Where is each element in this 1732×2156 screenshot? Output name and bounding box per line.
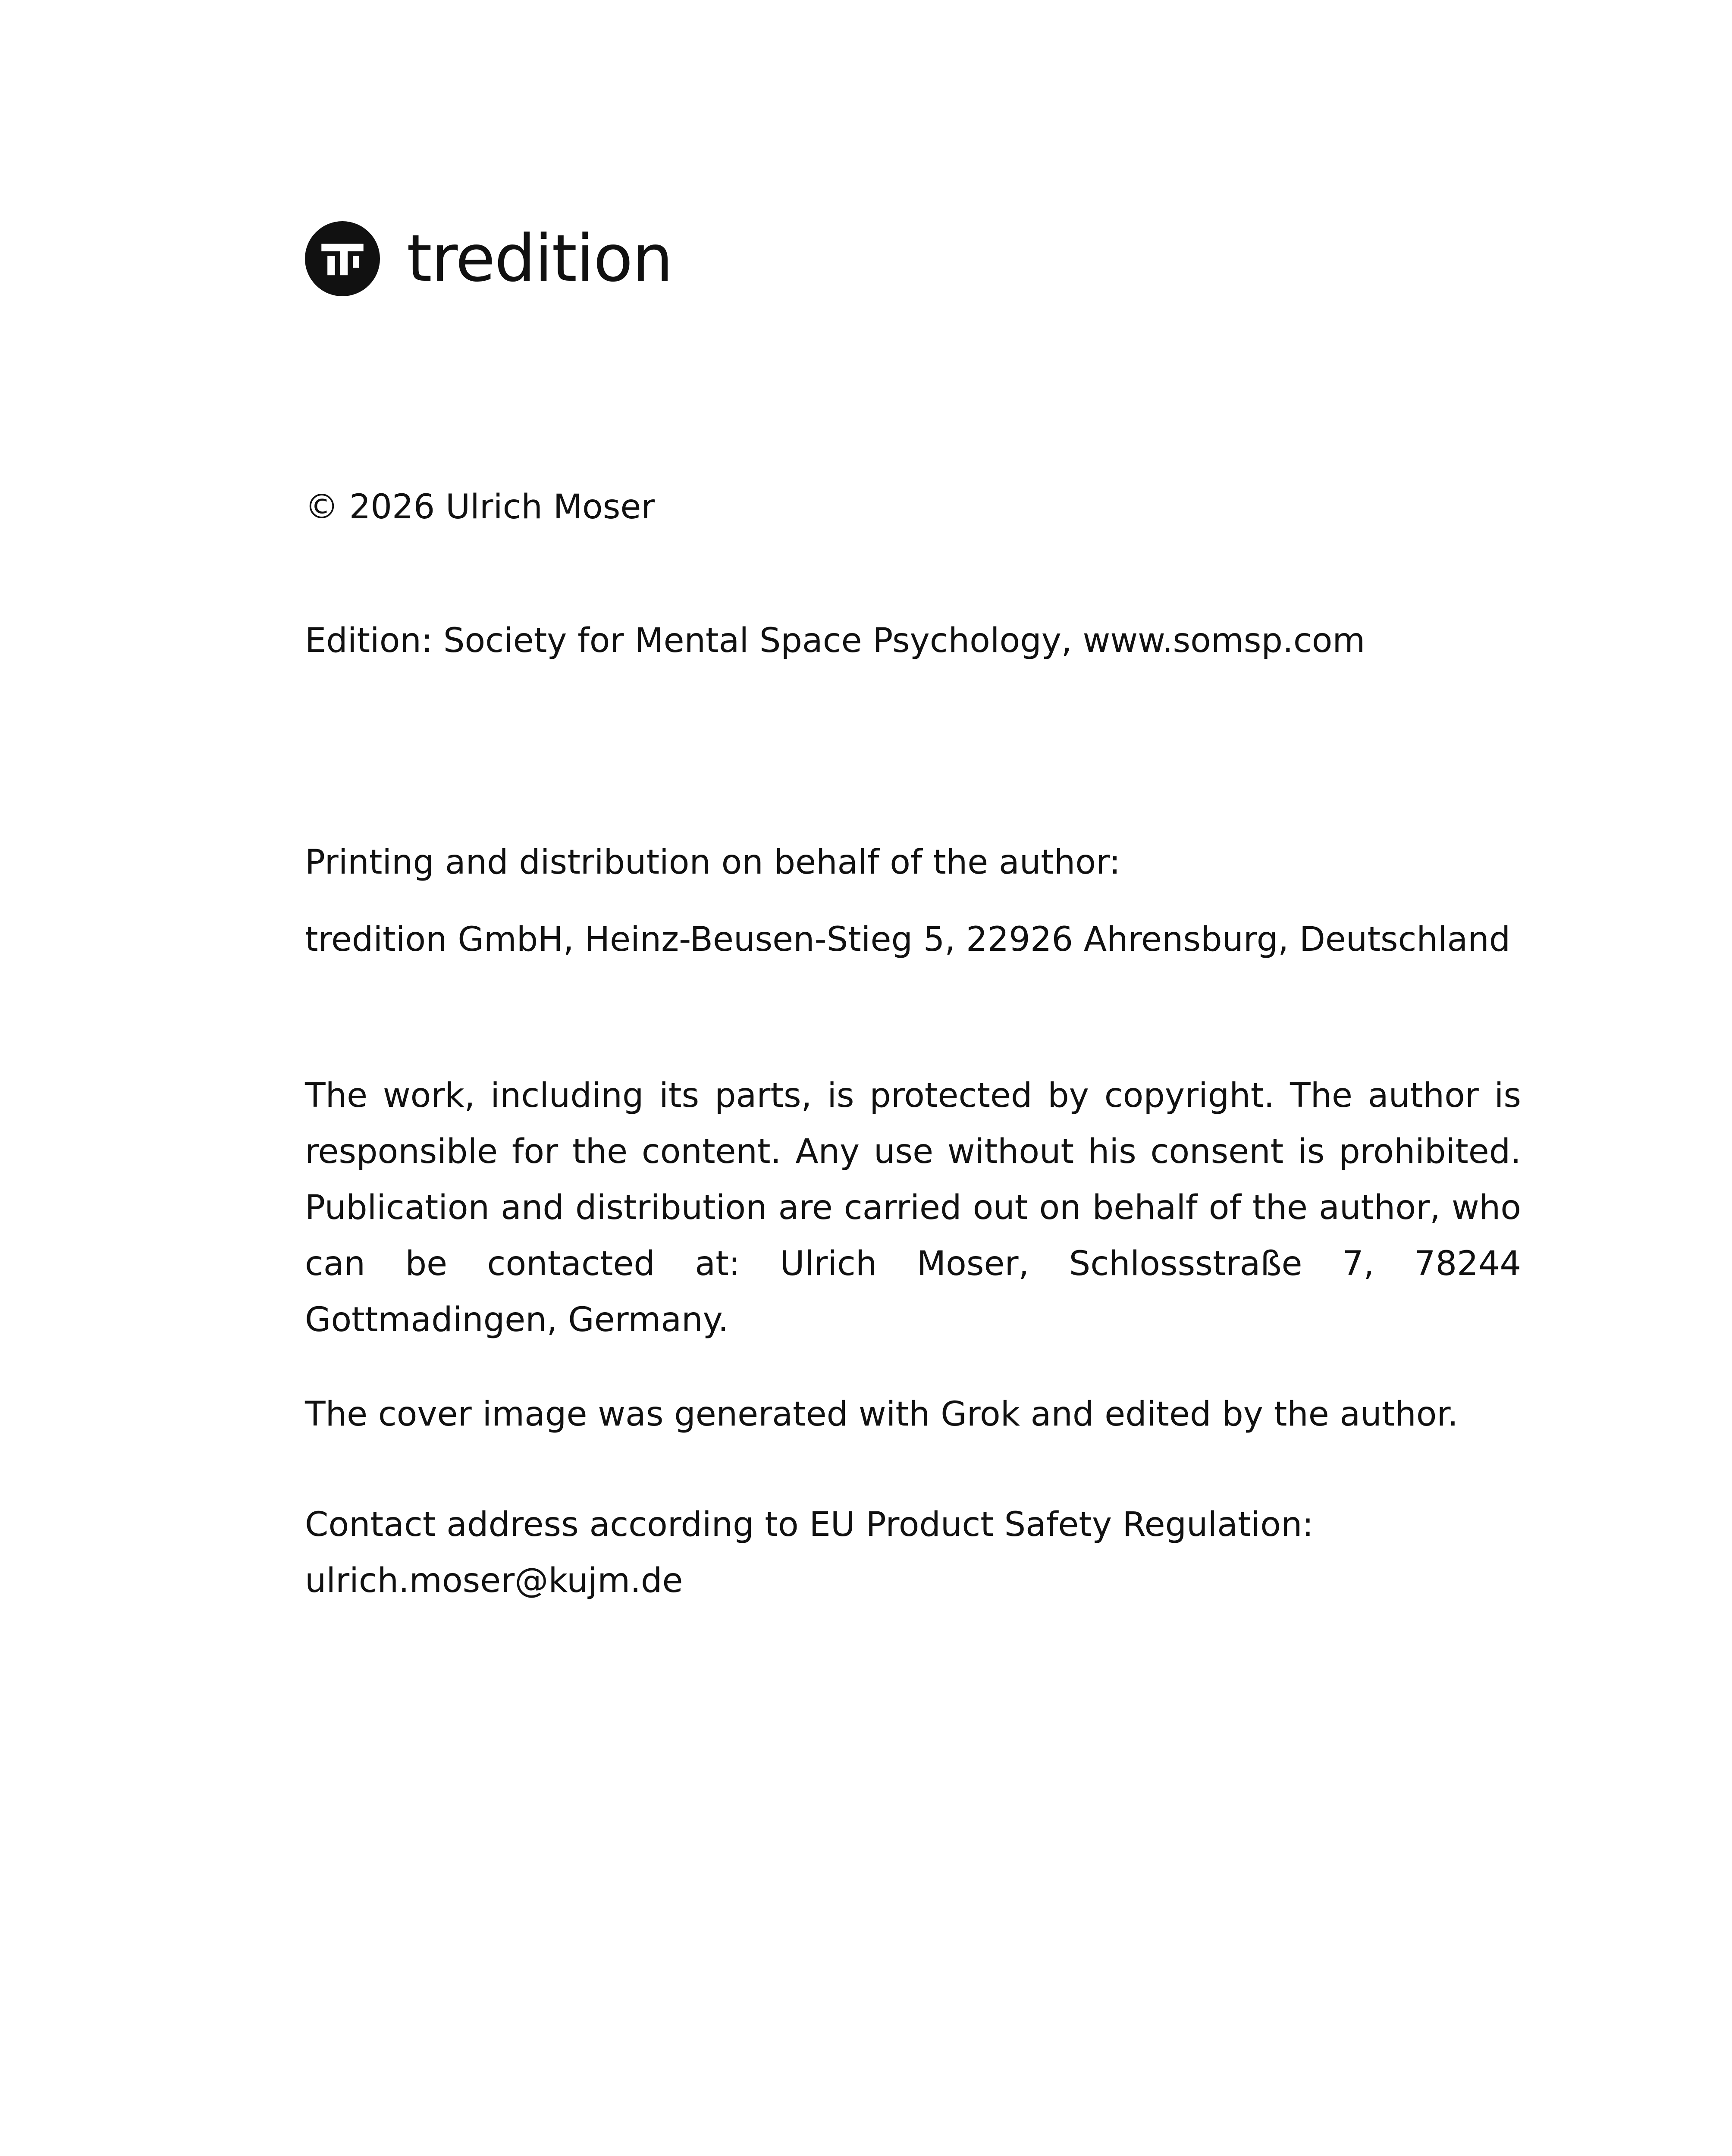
contact-email: ulrich.moser@kujm.de bbox=[305, 1561, 683, 1600]
publisher-logo bbox=[305, 220, 672, 298]
tredition-logo-icon bbox=[305, 221, 380, 296]
rights-paragraph: The work, including its parts, is protected by copyright. The author is responsible for the content. Any use without his consent is prohibited. Publication and distribution are carried out on behalf of the author, who can be contacted at: Ulrich Moser, Schlossstraße 7, 78244 Gottmadingen, Germany. bbox=[305, 1076, 1521, 1339]
publisher-wordmark: tredition bbox=[407, 221, 672, 296]
printing-address: tredition GmbH, Heinz-Beusen-Stieg 5, 22926 Ahrensburg, Deutschland bbox=[305, 920, 1511, 959]
copyright-line: © 2026 Ulrich Moser bbox=[305, 488, 655, 526]
cover-note: The cover image was generated with Grok and edited by the author. bbox=[305, 1395, 1459, 1434]
contact-heading: Contact address according to EU Product Safety Regulation: bbox=[305, 1505, 1314, 1544]
edition-line: Edition: Society for Mental Space Psychology, www.somsp.com bbox=[305, 621, 1365, 660]
printing-heading: Printing and distribution on behalf of the author: bbox=[305, 843, 1121, 882]
